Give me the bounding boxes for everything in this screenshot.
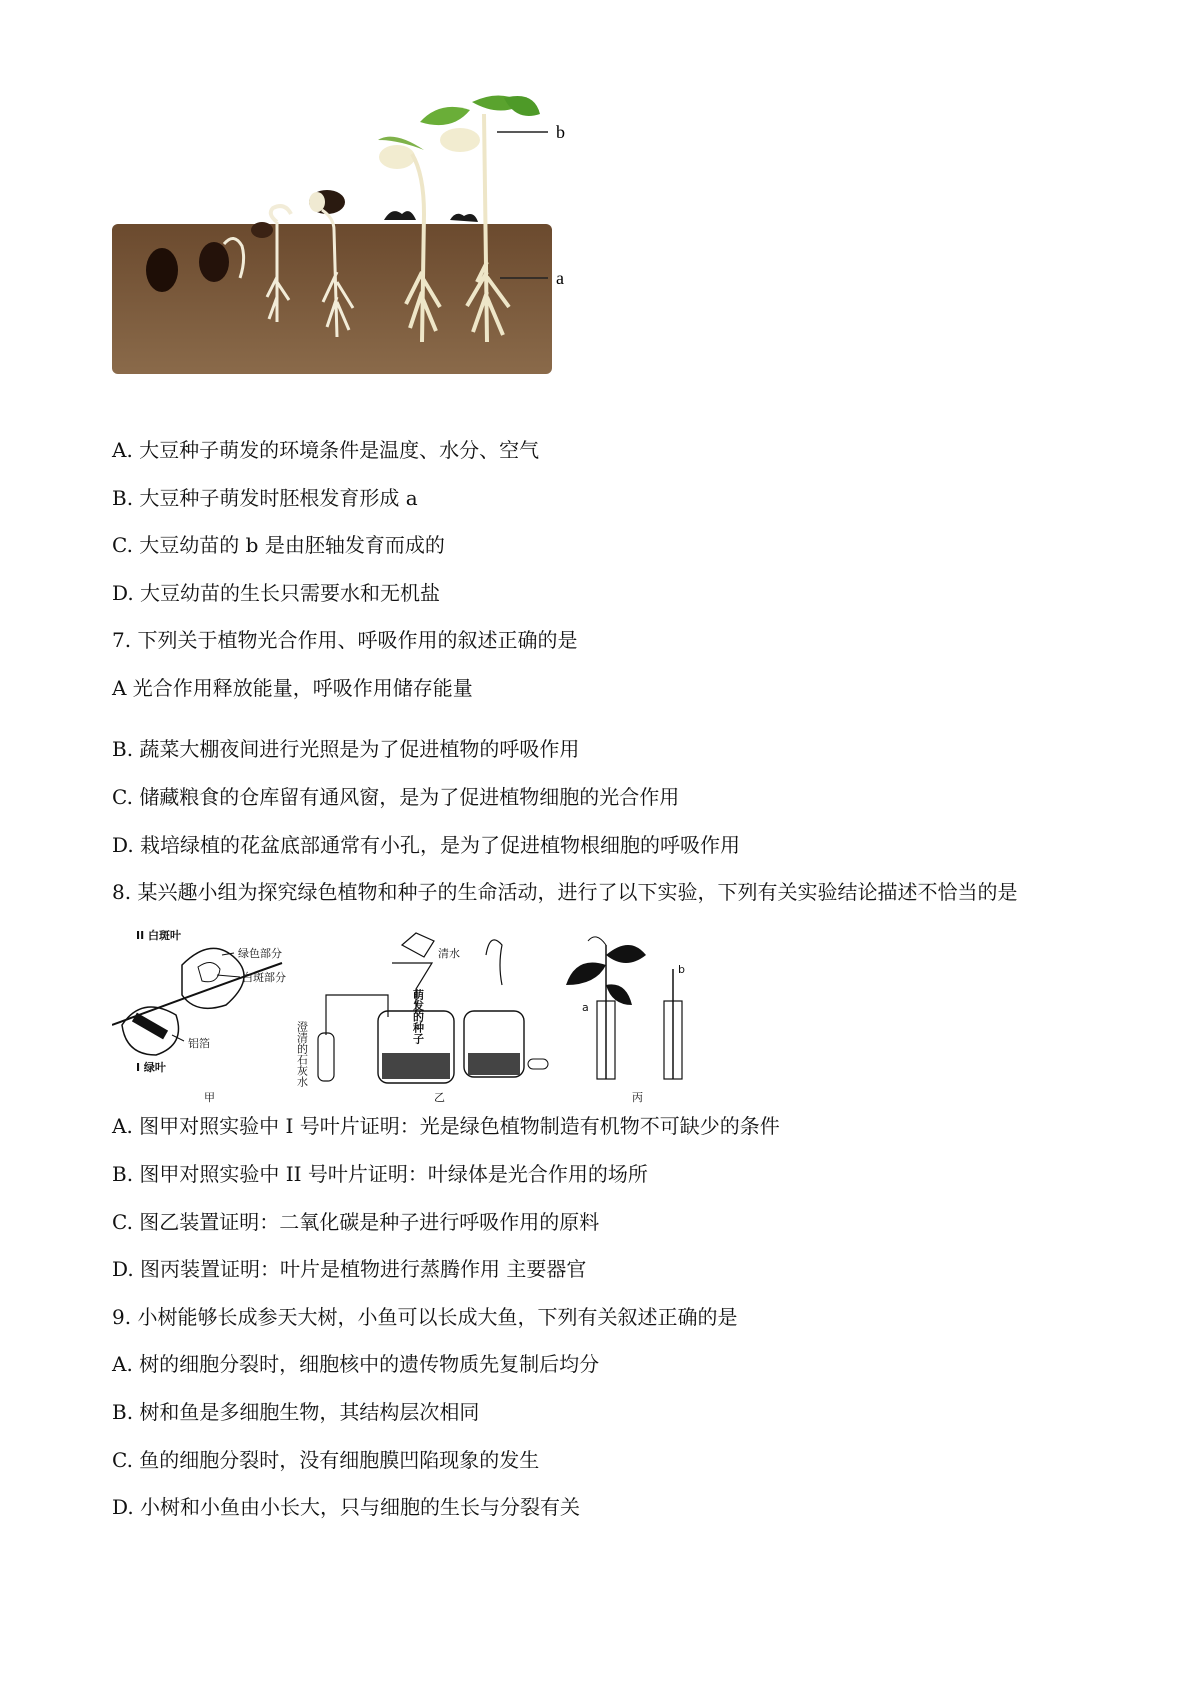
q9-option-b: B. 树和鱼是多细胞生物，其结构层次相同 [112,1400,480,1424]
q6-option-a: A. 大豆种子萌发的环境条件是温度、水分、空气 [112,438,540,462]
q7-option-c: C. 储藏粮食的仓库留有通风窗，是为了促进植物细胞的光合作用 [112,785,680,809]
soybean-germination-figure [112,92,632,377]
q7-option-d: D. 栽培绿植的花盆底部通常有小孔，是为了促进植物根细胞的呼吸作用 [112,833,741,857]
experiment-figure [112,925,752,1105]
bing-a-label: a [582,1001,589,1014]
q7-option-b: B. 蔬菜大棚夜间进行光照是为了促进植物的呼吸作用 [112,737,580,761]
q8-stem: 8. 某兴趣小组为探究绿色植物和种子的生命活动，进行了以下实验，下列有关实验结论描述不恰当的是 [112,880,1018,904]
q8-option-c: C. 图乙装置证明：二氧化碳是种子进行呼吸作用的原料 [112,1210,600,1234]
yi-caption: 乙 [434,1091,445,1104]
label-b: b [556,122,565,142]
q9-stem: 9. 小树能够长成参天大树，小鱼可以长成大鱼，下列有关叙述正确的是 [112,1305,738,1329]
q6-option-c: C. 大豆幼苗的 b 是由胚轴发育而成的 [112,533,445,557]
q8-option-a: A. 图甲对照实验中 I 号叶片证明：光是绿色植物制造有机物不可缺少的条件 [112,1114,780,1138]
seed-stage-2 [199,242,229,282]
jia-white-label: 白斑部分 [242,971,286,984]
q6-option-d: D. 大豆幼苗的生长只需要水和无机盐 [112,581,441,605]
figure-bing [566,937,685,1104]
q9-option-d: D. 小树和小鱼由小长大，只与细胞的生长与分裂有关 [112,1495,581,1519]
label-a: a [556,268,564,288]
bing-caption: 丙 [632,1091,643,1104]
q8-option-d: D. 图丙装置证明：叶片是植物进行蒸腾作用 主要器官 [112,1257,587,1281]
figure-jia [112,928,286,1104]
jia-foil-label: 铝箔 [188,1037,210,1050]
q8-option-b: B. 图甲对照实验中 II 号叶片证明：叶绿体是光合作用的场所 [112,1162,648,1186]
q7-option-a: A 光合作用释放能量，呼吸作用储存能量 [112,676,473,700]
q9-option-c: C. 鱼的细胞分裂时，没有细胞膜凹陷现象的发生 [112,1448,540,1472]
yi-seeds-label: 萌发的种子 [411,989,425,1044]
jia-caption: 甲 [204,1091,215,1104]
figure-yi [296,933,549,1104]
q6-option-b: B. 大豆种子萌发时胚根发育形成 a [112,486,418,510]
jia-green-label: 绿色部分 [238,947,282,960]
jia-leaf1-label: I 绿叶 [136,1061,166,1074]
seed-stage-1 [146,248,178,292]
q7-stem: 7. 下列关于植物光合作用、呼吸作用的叙述正确的是 [112,628,578,652]
jia-leaf2-label: II 白斑叶 [136,929,182,942]
yi-water-label: 清水 [438,947,460,960]
yi-lime-label: 澄清的石灰水 [295,1021,309,1087]
q9-option-a: A. 树的细胞分裂时，细胞核中的遗传物质先复制后均分 [112,1352,600,1376]
bing-b-label: b [678,963,685,976]
